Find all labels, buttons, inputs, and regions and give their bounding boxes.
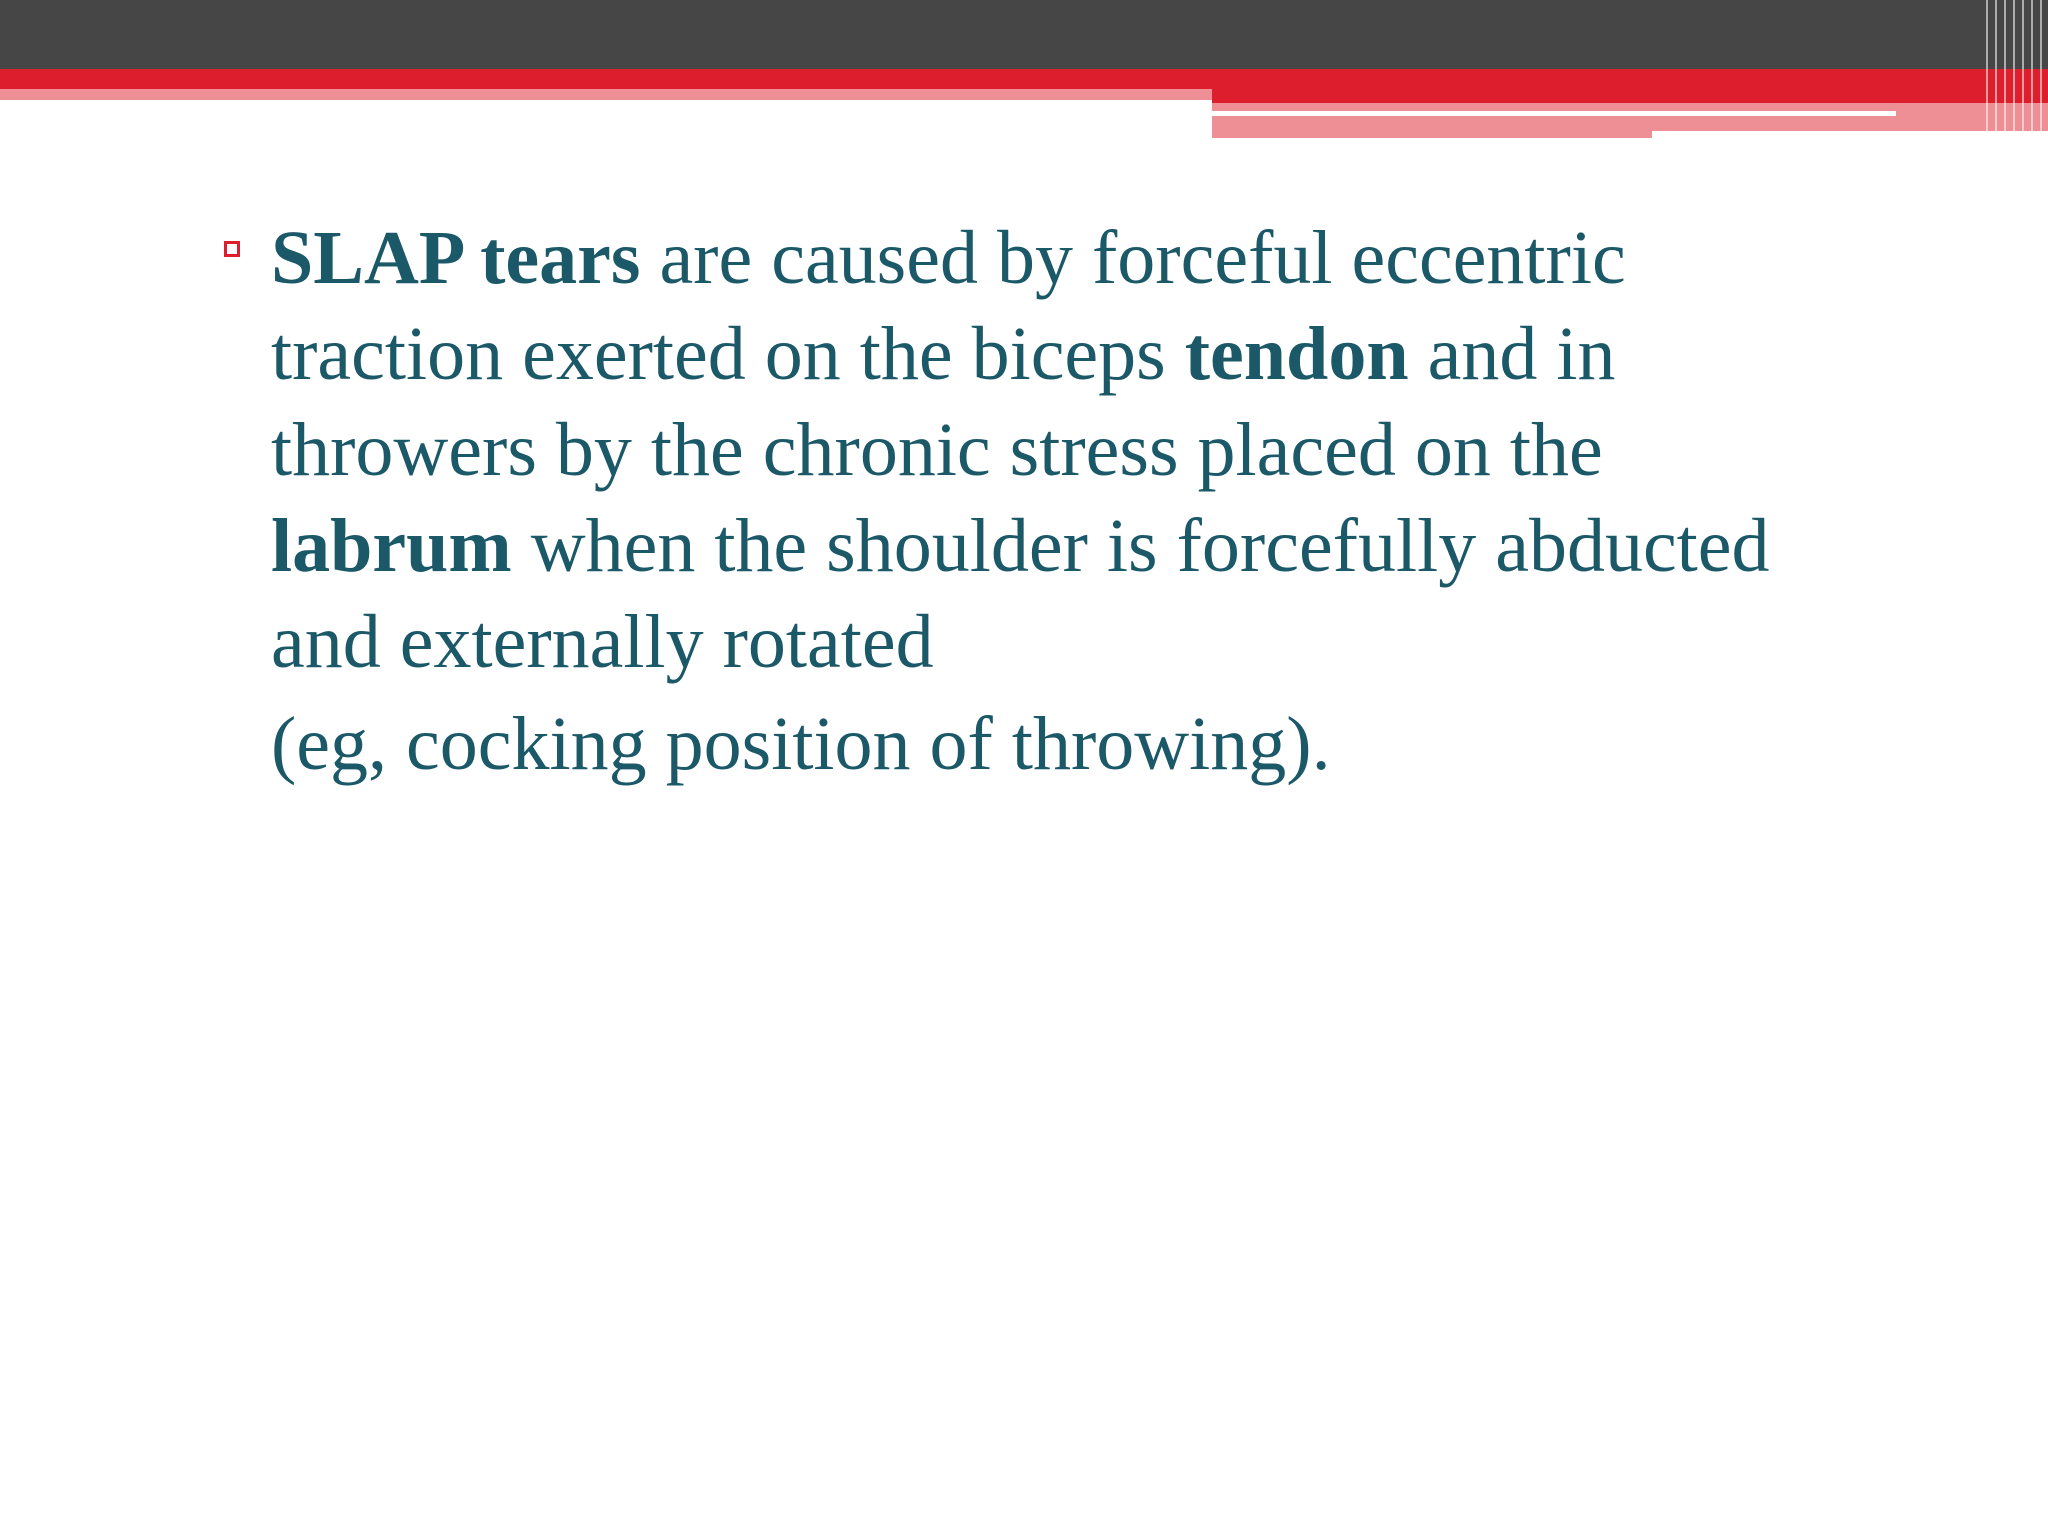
bullet-text: [271, 210, 1774, 690]
hollow-square-bullet-icon: [224, 241, 240, 257]
header-pink-strip: [0, 89, 1212, 100]
bullet-text-segment: are caused by forceful eccentric traction exerted on the biceps: [271, 216, 1626, 396]
term-slap-tears: SLAP tears: [271, 216, 641, 300]
header-edge-stripes: [1986, 0, 2048, 138]
term-tendon: tendon: [1184, 312, 1409, 396]
term-labrum: labrum: [271, 504, 512, 588]
header-red-step: [1212, 89, 2048, 103]
bullet-text-segment: when the shoulder is forcefully abducted and externally rotated: [271, 504, 1770, 684]
slide-body: [214, 210, 1774, 792]
header-red-band: [0, 69, 2048, 89]
header-white-line: [1212, 111, 1896, 116]
bullet-item: [214, 210, 1774, 690]
bullet-text-segment: and in throwers by the chronic stress placed on the: [271, 312, 1616, 492]
header-dark-band: [0, 0, 2048, 69]
continuation-text: (eg, cocking position of throwing).: [271, 702, 1331, 786]
